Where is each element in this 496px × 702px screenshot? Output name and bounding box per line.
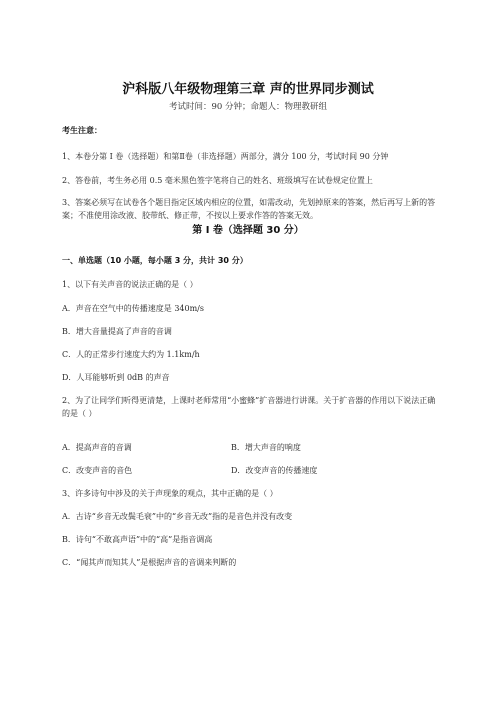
- part-heading: 一、单选题（10 小题，每小题 3 分，共计 30 分）: [62, 256, 248, 265]
- question-2-stem: 2、为了让同学们听得更清楚，上课时老师常用“小蜜蜂”扩音器进行讲课。关于扩音器的作用以下说法正确的是（ ）: [62, 396, 436, 418]
- question-1-option-d: D．人耳能够听到 0dB 的声音: [62, 373, 170, 382]
- notice-item-1: 1、本卷分第 I 卷（选择题）和第Ⅱ卷（非选择题）两部分，满分 100 分，考试时间 90 分钟: [62, 152, 389, 161]
- question-1-stem: 1、以下有关声音的说法正确的是（ ）: [62, 280, 198, 289]
- notice-heading: 考生注意：: [62, 126, 102, 135]
- question-1-option-b: B．增大音量提高了声音的音调: [62, 327, 172, 336]
- question-2-option-d: D．改变声音的传播速度: [231, 466, 318, 475]
- question-3-option-a: A．古诗“乡音无改鬓毛衰”中的“乡音无改”指的是音色并没有改变: [62, 512, 293, 521]
- question-2-option-a: A．提高声音的音调: [62, 443, 132, 452]
- question-1-option-c: C．人的正常步行速度大约为 1.1km/h: [62, 350, 200, 359]
- question-3-option-c: C．“闻其声而知其人”是根据声音的音调来判断的: [62, 558, 237, 567]
- question-1-option-a: A．声音在空气中的传播速度是 340m/s: [62, 304, 204, 313]
- question-3-option-b: B．诗句“不敢高声语”中的“高”是指音调高: [62, 535, 213, 544]
- exam-info: 考试时间：90 分钟；命题人：物理教研组: [168, 102, 328, 112]
- question-2-option-c: C．改变声音的音色: [62, 466, 133, 475]
- section-title: 第 I 卷（选择题 30 分）: [192, 225, 304, 236]
- notice-item-3: 3、答案必须写在试卷各个题目指定区域内相应的位置，如需改动，先划掉原来的答案，然后再写上新的答案；不准使用涂改液、胶带纸、修正带，不按以上要求作答的答案无效。: [62, 198, 436, 220]
- question-3-stem: 3、许多诗句中涉及的关于声现象的观点，其中正确的是（ ）: [62, 489, 278, 498]
- notice-item-2: 2、答卷前，考生务必用 0.5 毫米黑色签字笔将自己的姓名、班级填写在试卷规定位置上: [62, 176, 373, 185]
- question-2-option-b: B．增大声音的响度: [231, 443, 301, 452]
- page-title: 沪科版八年级物理第三章 声的世界同步测试: [122, 82, 374, 97]
